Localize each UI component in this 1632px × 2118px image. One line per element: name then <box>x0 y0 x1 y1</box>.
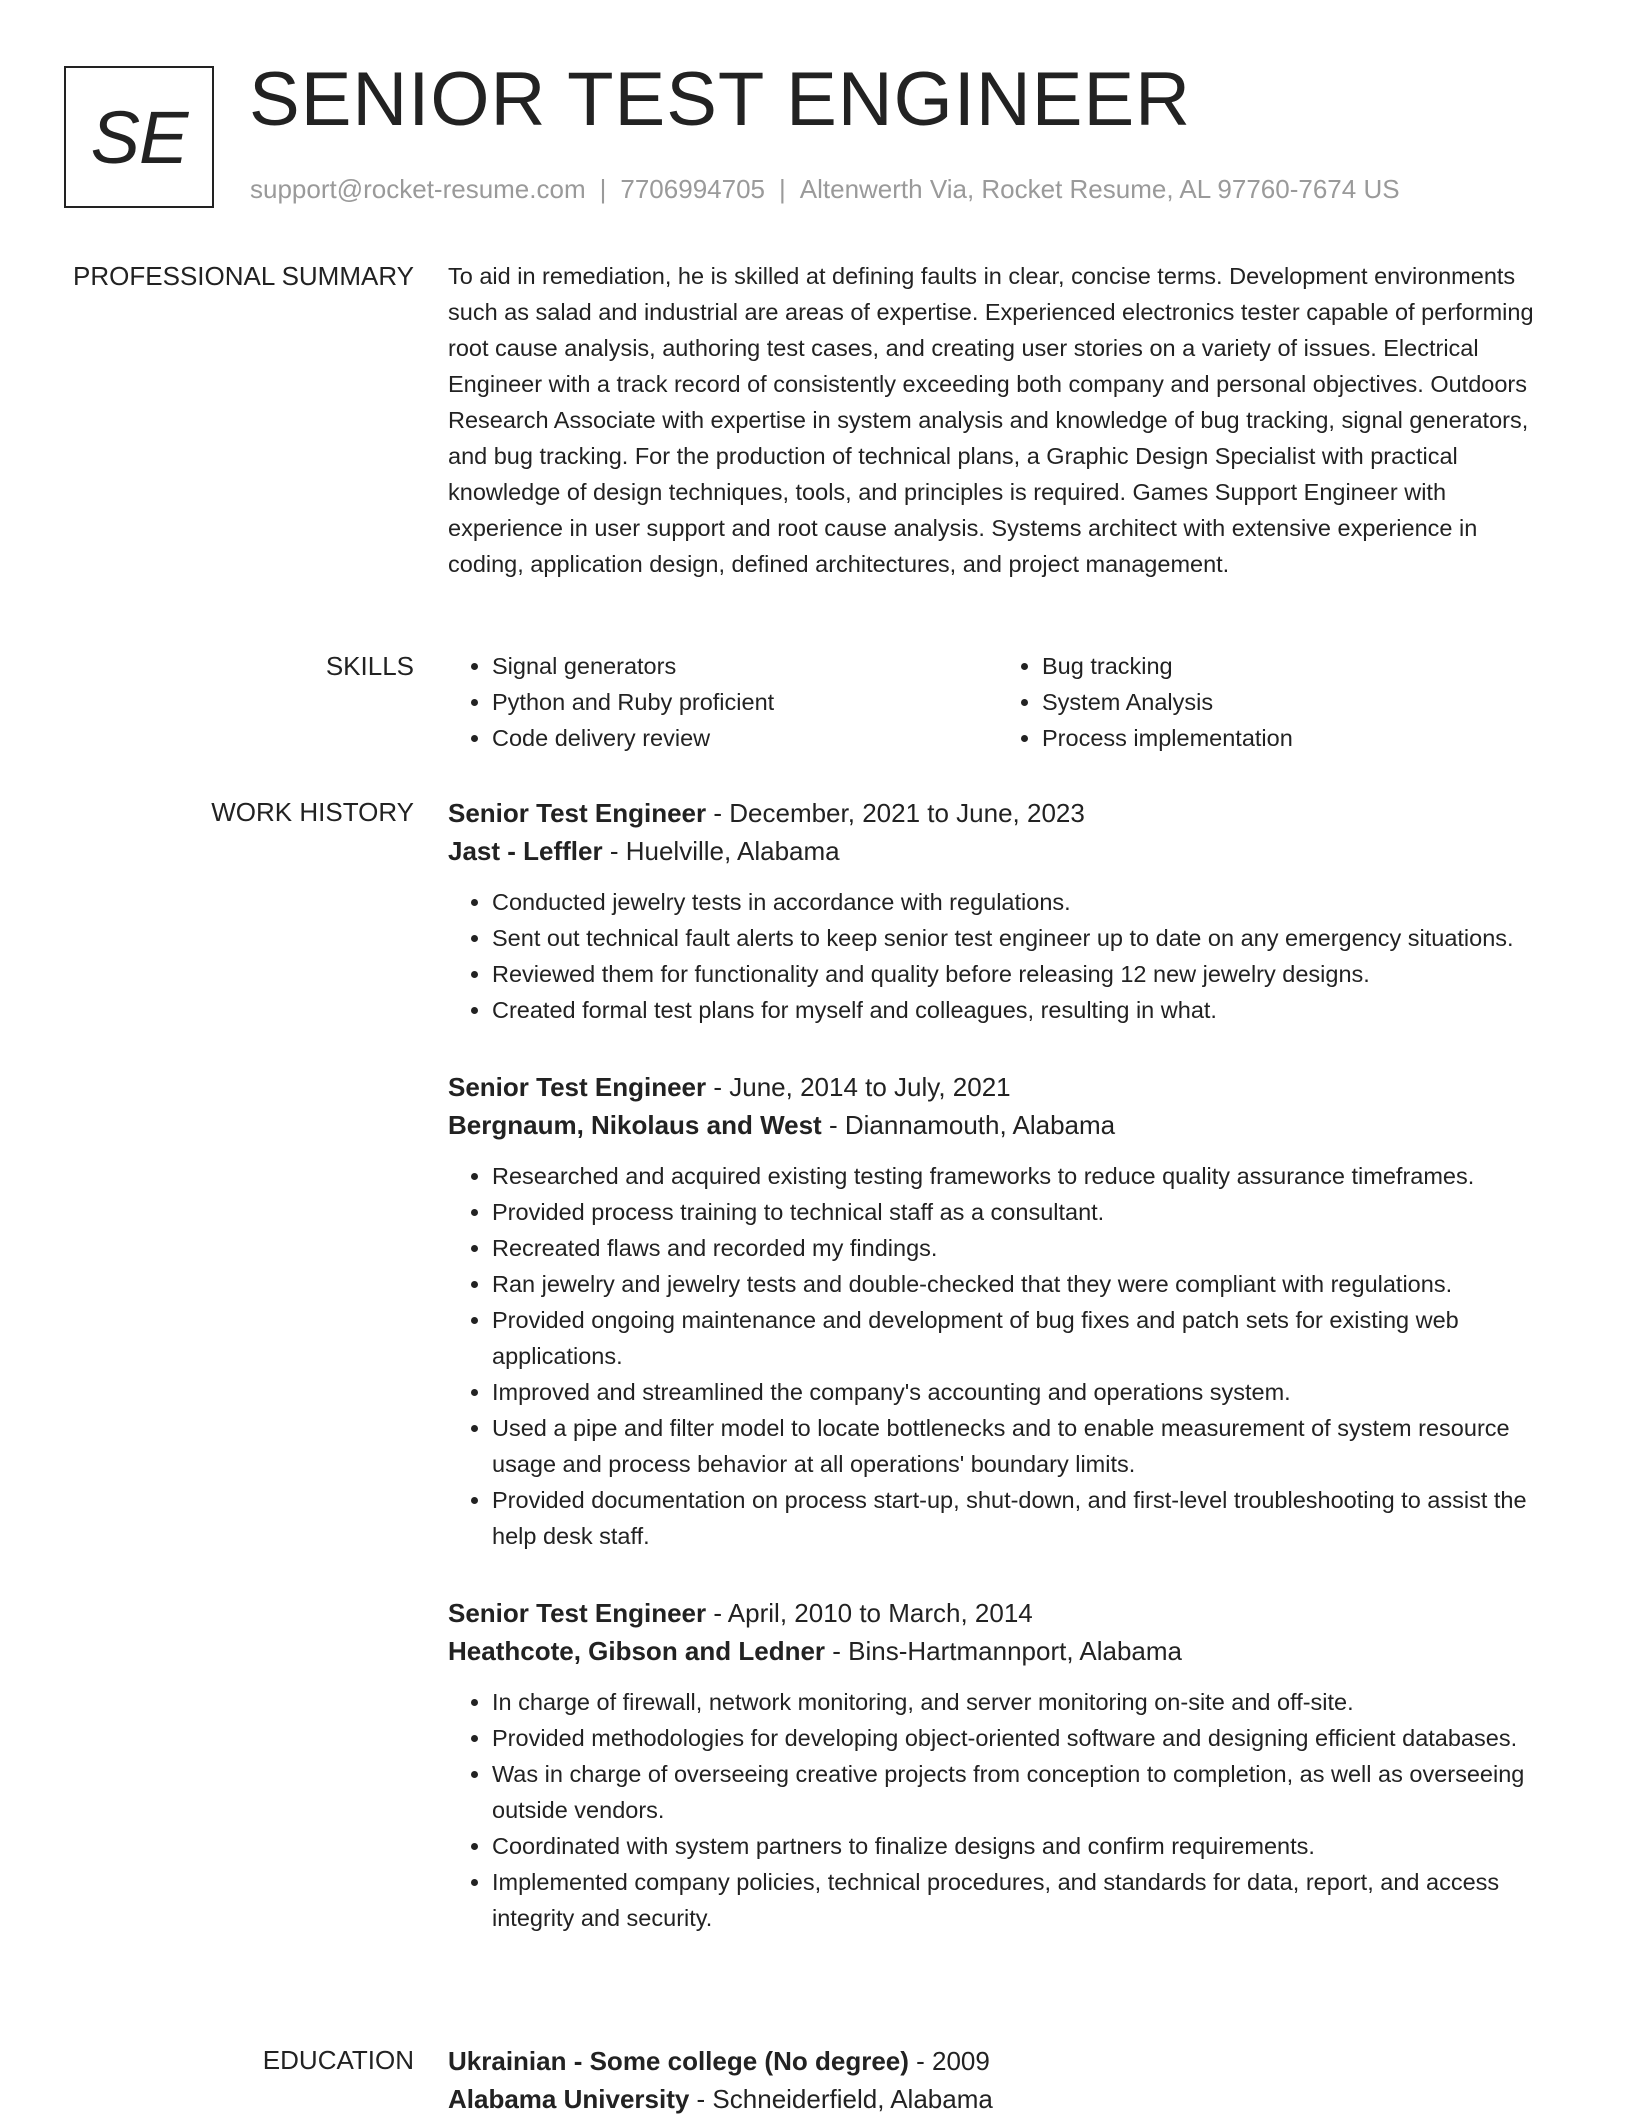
skill-item: • Process implementation <box>1042 720 1548 756</box>
skill-item: • Bug tracking <box>1042 648 1548 684</box>
summary-text: To aid in remediation, he is skilled at defining faults in clear, concise terms. Development environments such as salad and industrial are areas of expertise. Experienced electronics tester capable of performing root cause analysis, authoring test cases, and creating user stories on a variety of issues. Electrical Engineer with a track record of consistently exceeding both company and personal objectives. Outdoors Research Associate with expertise in system analysis and knowledge of bug tracking, signal generators, and bug tracking. For the production of technical plans, a Graphic Design Specialist with practical knowledge of design techniques, tools, and principles is required. Games Support Engineer with experience in user support and root cause analysis. Systems architect with extensive experience in coding, application design, defined architectures, and project management. <box>448 263 1534 577</box>
job-bullet: • Was in charge of overseeing creative projects from conception to completion, as well as overseeing outside vendors. <box>492 1756 1558 1828</box>
job-dates: - June, 2014 to July, 2021 <box>706 1072 1011 1102</box>
skills-list-left <box>448 648 998 756</box>
skills-list-right <box>998 648 1548 756</box>
education-degree: Ukrainian - Some college (No degree) <box>448 2046 909 2076</box>
monogram: SE <box>64 66 214 208</box>
job-bullet: • Sent out technical fault alerts to keep senior test engineer up to date on any emergency situations. <box>492 920 1558 956</box>
job-bullet: • Created formal test plans for myself and colleagues, resulting in what. <box>492 992 1558 1028</box>
section-label: SKILLS <box>325 651 414 681</box>
job-bullet: • Provided methodologies for developing object-oriented software and designing efficient databases. <box>492 1720 1558 1756</box>
separator: | <box>779 174 786 204</box>
education-location: - Schneiderfield, Alabama <box>689 2084 993 2114</box>
job-company-line <box>448 1632 1558 1670</box>
job-location: - Huelville, Alabama <box>602 836 840 866</box>
job-company: Bergnaum, Nikolaus and West <box>448 1110 822 1140</box>
job-title: Senior Test Engineer <box>448 798 707 828</box>
job-title-line <box>448 1068 1558 1106</box>
job-bullet: • Ran jewelry and jewelry tests and double-checked that they were compliant with regulations. <box>492 1266 1558 1302</box>
job-dates: - April, 2010 to March, 2014 <box>706 1598 1033 1628</box>
job-company: Jast - Leffler <box>448 836 603 866</box>
job-entry <box>448 794 1558 1028</box>
job-entry <box>448 1068 1558 1554</box>
job-bullet: • Conducted jewelry tests in accordance with regulations. <box>492 884 1558 920</box>
education-year: - 2009 <box>908 2046 990 2076</box>
job-bullets <box>448 884 1558 1028</box>
job-bullets <box>448 1158 1558 1554</box>
separator: | <box>599 174 607 204</box>
page-title: SENIOR TEST ENGINEER <box>249 57 1192 142</box>
skill-item: • Signal generators <box>492 648 998 684</box>
job-bullet: • Recreated flaws and recorded my findings. <box>492 1230 1558 1266</box>
job-company-line <box>448 1106 1558 1144</box>
address: Altenwerth Via, Rocket Resume, AL 97760-7674 US <box>799 174 1400 204</box>
job-title-line <box>448 1594 1558 1632</box>
job-company: Heathcote, Gibson and Ledner <box>448 1636 826 1666</box>
job-dates: - December, 2021 to June, 2023 <box>706 798 1085 828</box>
job-bullet: • Provided process training to technical staff as a consultant. <box>492 1194 1558 1230</box>
job-location: - Bins-Hartmannport, Alabama <box>825 1636 1182 1666</box>
education-school-line <box>448 2080 1558 2118</box>
email[interactable]: support@rocket-resume.com <box>250 174 586 204</box>
job-bullet: • Implemented company policies, technical procedures, and standards for data, report, and access integrity and security. <box>492 1864 1558 1936</box>
job-bullet: • Researched and acquired existing testing frameworks to reduce quality assurance timeframes. <box>492 1158 1558 1194</box>
job-bullet: • Coordinated with system partners to finalize designs and confirm requirements. <box>492 1828 1558 1864</box>
job-bullets <box>448 1684 1558 1936</box>
job-title: Senior Test Engineer <box>448 1072 707 1102</box>
job-bullet: • Provided ongoing maintenance and development of bug fixes and patch sets for existing web applications. <box>492 1302 1558 1374</box>
education-degree-line <box>448 2042 1558 2080</box>
job-location: - Diannamouth, Alabama <box>821 1110 1116 1140</box>
job-company-line <box>448 832 1558 870</box>
education-school: Alabama University <box>448 2084 690 2114</box>
skill-item: • Python and Ruby proficient <box>492 684 998 720</box>
section-label: WORK HISTORY <box>211 797 414 827</box>
section-label: PROFESSIONAL SUMMARY <box>73 261 414 291</box>
job-title: Senior Test Engineer <box>448 1598 707 1628</box>
job-bullet: • Used a pipe and filter model to locate bottlenecks and to enable measurement of system resource usage and process behavior at all operations' boundary limits. <box>492 1410 1558 1482</box>
job-bullet: • Reviewed them for functionality and quality before releasing 12 new jewelry designs. <box>492 956 1558 992</box>
section-label: EDUCATION <box>262 2045 414 2075</box>
job-bullet: • In charge of firewall, network monitoring, and server monitoring on-site and off-site. <box>492 1684 1558 1720</box>
job-bullet: • Improved and streamlined the company's accounting and operations system. <box>492 1374 1558 1410</box>
contact-line <box>250 174 1400 205</box>
skill-item: • System Analysis <box>1042 684 1548 720</box>
phone[interactable]: 7706994705 <box>620 174 765 204</box>
job-title-line <box>448 794 1558 832</box>
skill-item: • Code delivery review <box>492 720 998 756</box>
job-entry <box>448 1594 1558 1936</box>
job-bullet: • Provided documentation on process start-up, shut-down, and first-level troubleshooting to assist the help desk staff. <box>492 1482 1558 1554</box>
